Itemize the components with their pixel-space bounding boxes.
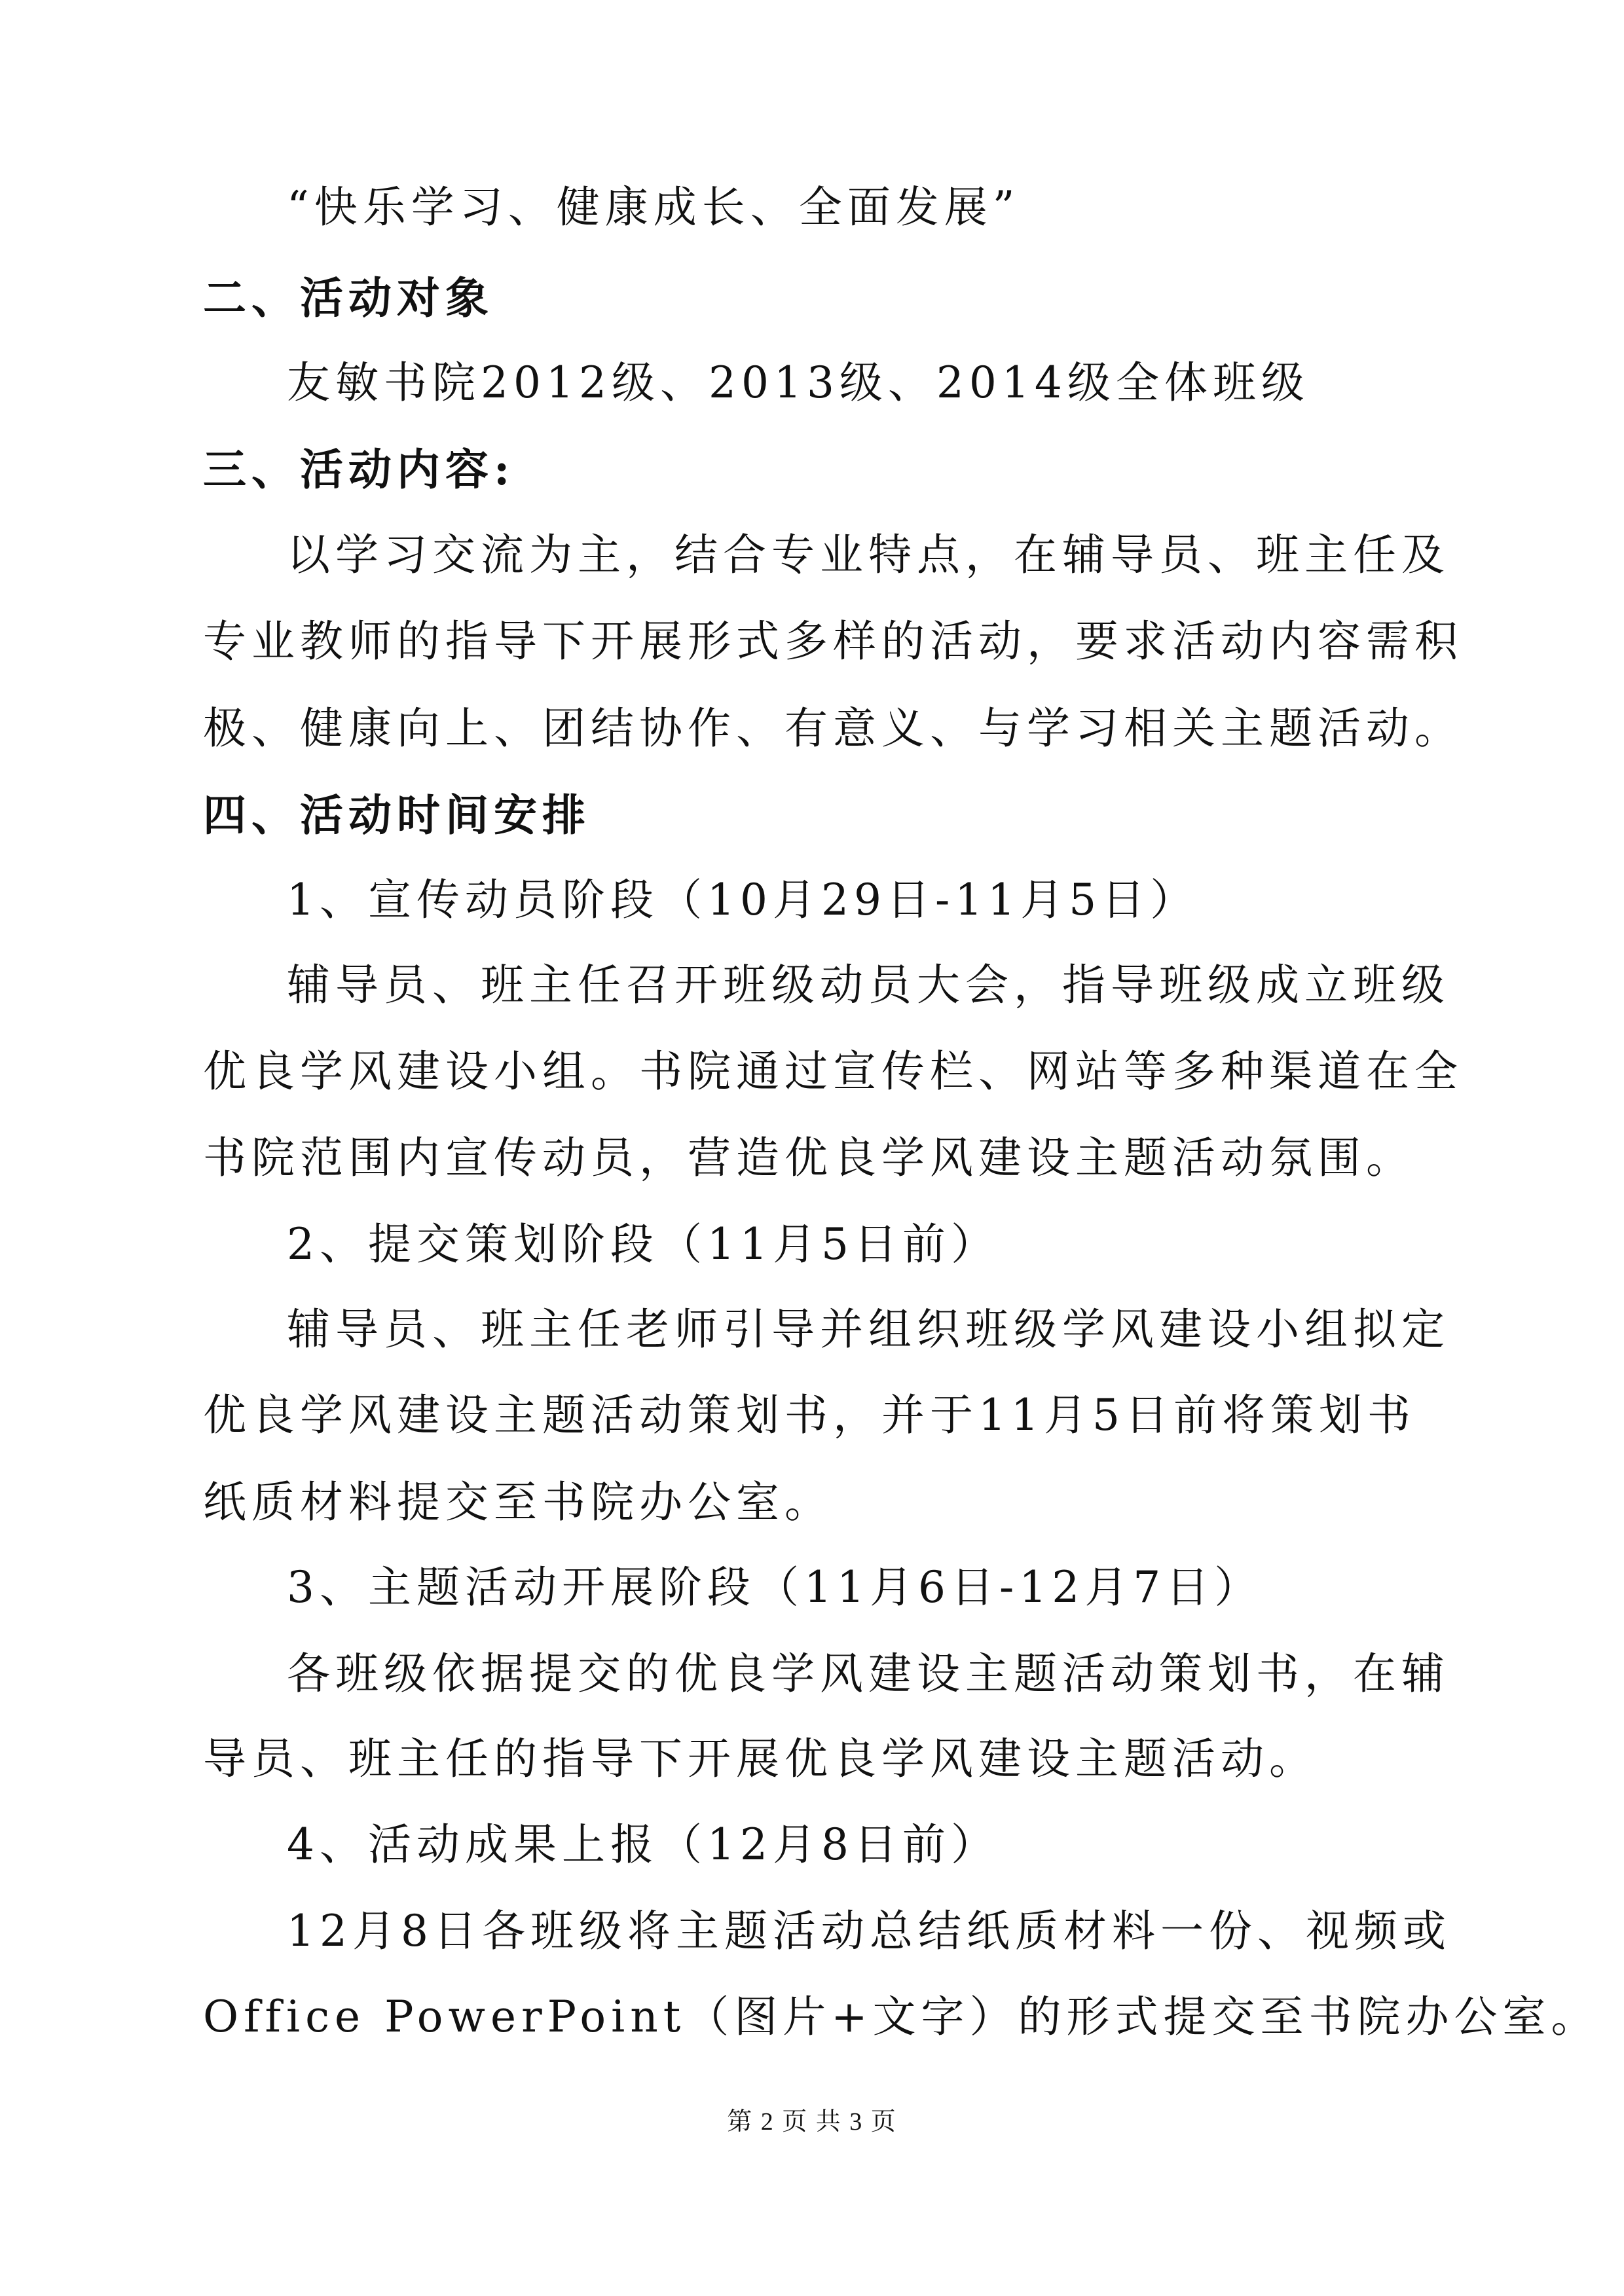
body-text-line: 各班级依据提交的优良学风建设主题活动策划书，在辅 [287,1649,1450,1699]
body-text-line: 极、健康向上、团结协作、有意义、与学习相关主题活动。 [203,703,1463,754]
body-text-line: “快乐学习、健康成长、全面发展” [287,182,1020,232]
body-text-line: 以学习交流为主，结合专业特点，在辅导员、班主任及 [287,530,1450,580]
body-text-line: 4、活动成果上报（12月8日前） [287,1819,999,1870]
section-heading: 二、活动对象 [203,272,494,323]
body-text-line: 2、提交策划阶段（11月5日前） [287,1219,999,1269]
body-text-line: 辅导员、班主任老师引导并组织班级学风建设小组拟定 [287,1304,1450,1355]
page-footer: 第 2 页 共 3 页 [727,2108,897,2136]
body-text-line: 友敏书院2012级、2013级、2014级全体班级 [287,357,1310,408]
body-text-line: 1、宣传动员阶段（10月29日-11月5日） [287,875,1199,925]
body-text-line: 纸质材料提交至书院办公室。 [203,1477,833,1527]
body-text-line: 导员、班主任的指导下开展优良学风建设主题活动。 [203,1734,1318,1784]
body-text-line: 优良学风建设小组。书院通过宣传栏、网站等多种渠道在全 [203,1046,1463,1097]
body-text-line: 优良学风建设主题活动策划书，并于11月5日前将策划书 [203,1390,1416,1440]
body-text-line: 辅导员、班主任召开班级动员大会，指导班级成立班级 [287,960,1450,1010]
body-text-line: 3、主题活动开展阶段（11月6日-12月7日） [287,1562,1263,1613]
body-text-line: 12月8日各班级将主题活动总结纸质材料一份、视频或 [287,1906,1451,1956]
body-text-line: Office PowerPoint（图片+文字）的形式提交至书院办公室。 [203,1992,1600,2042]
section-heading: 四、活动时间安排 [203,790,591,841]
body-text-line: 书院范围内宣传动员，营造优良学风建设主题活动氛围。 [203,1133,1414,1183]
section-heading: 三、活动内容: [203,444,515,495]
body-text-line: 专业教师的指导下开展形式多样的活动，要求活动内容需积 [203,616,1463,666]
